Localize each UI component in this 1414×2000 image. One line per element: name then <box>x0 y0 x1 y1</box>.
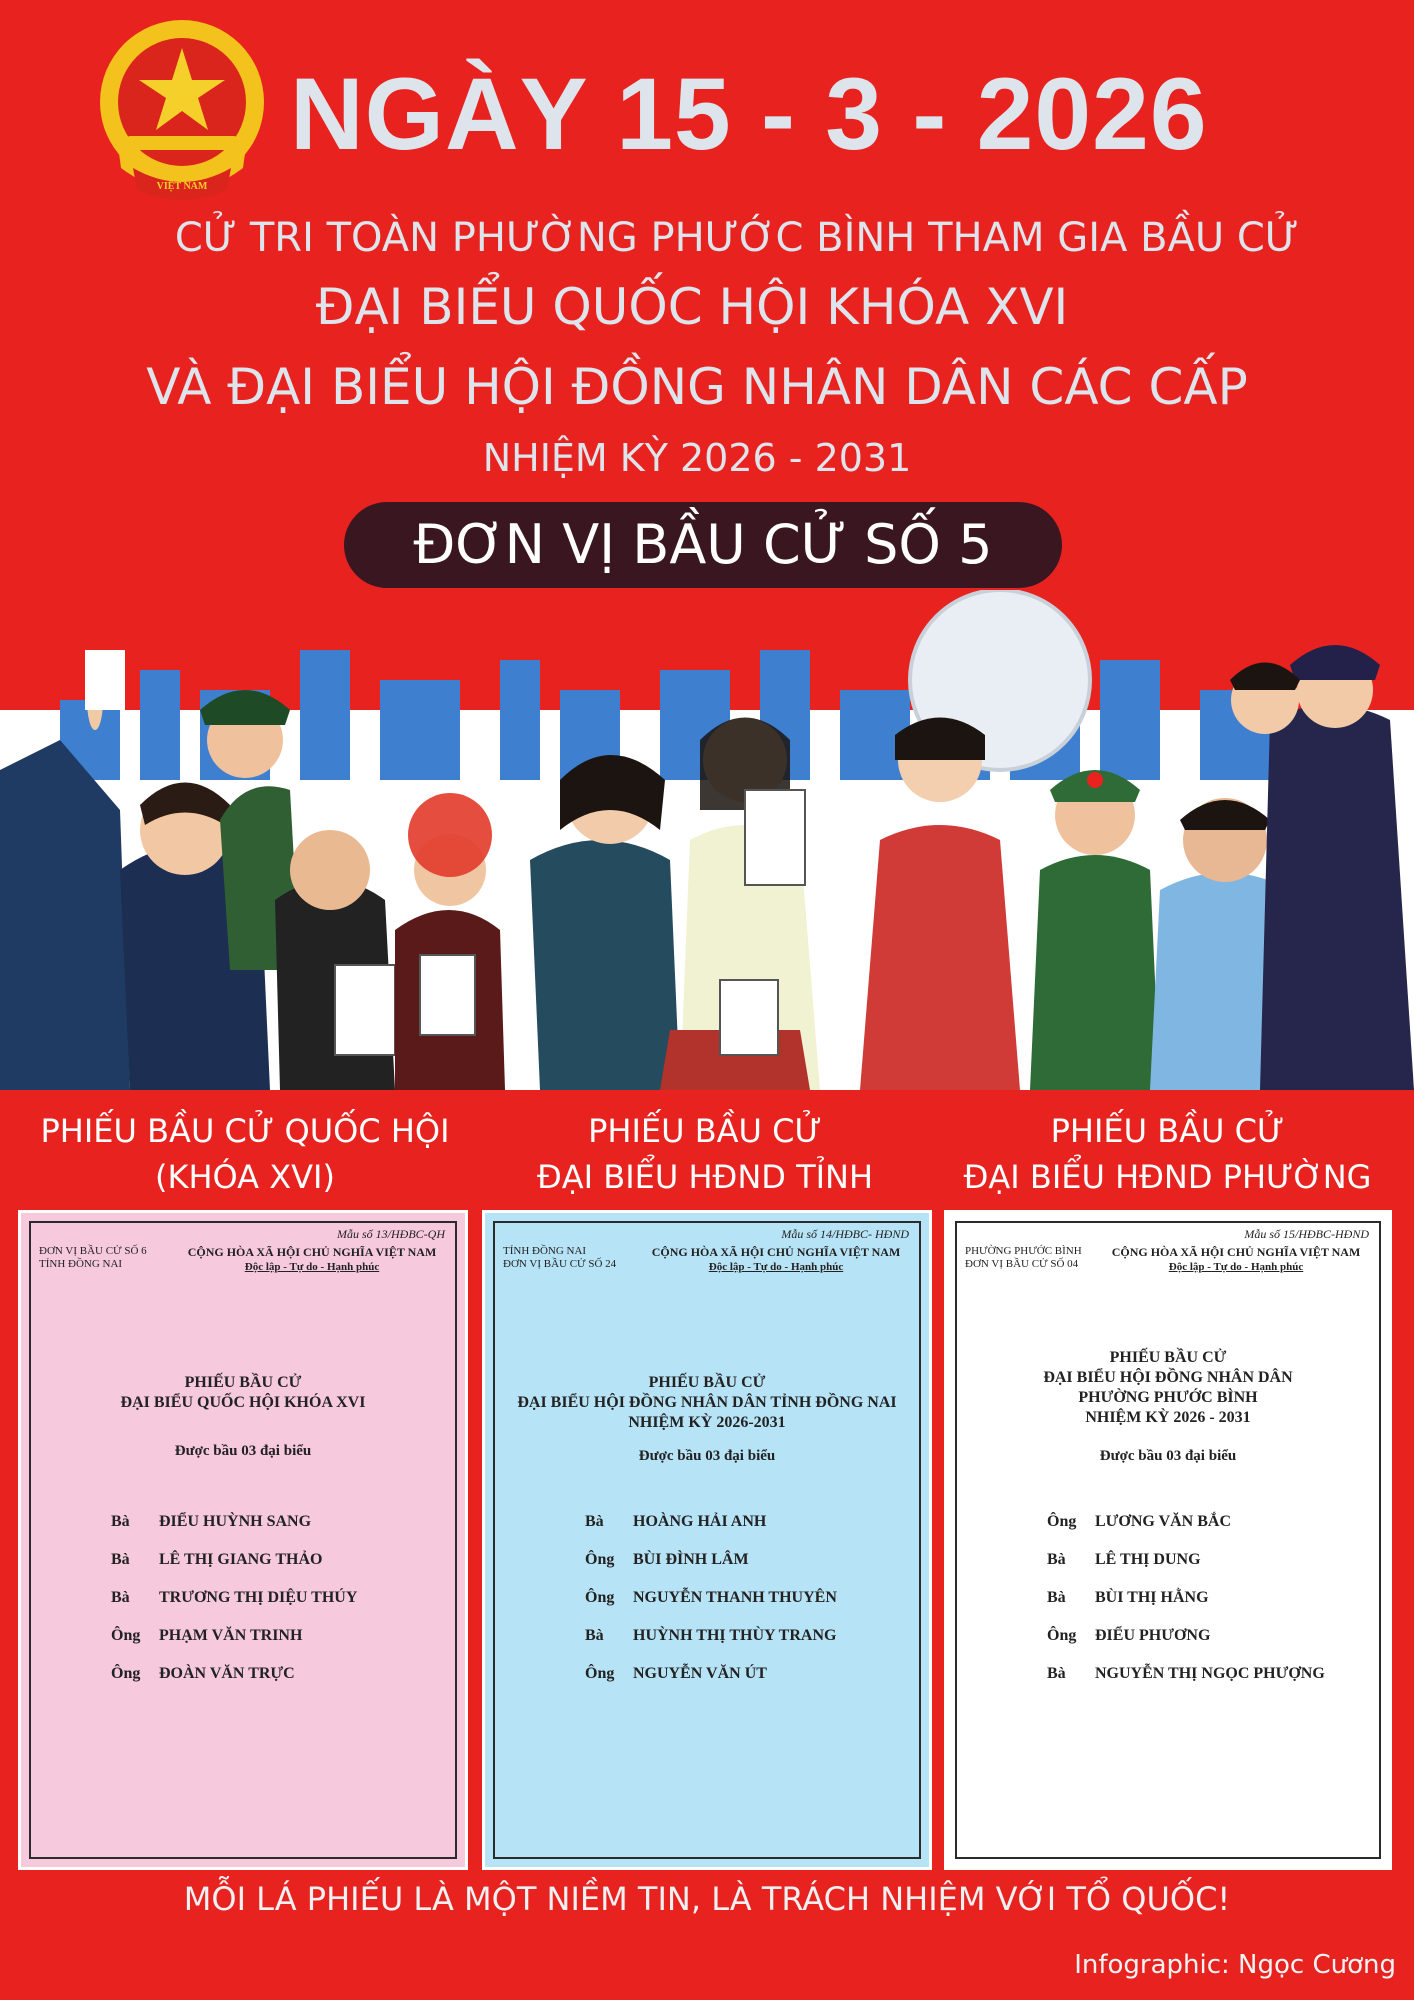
national-motto: Độc lập - Tự do - Hạnh phúc <box>1168 1261 1304 1273</box>
ballot-issuer <box>965 1245 1115 1271</box>
candidate-name: NGUYỄN THỊ NGỌC PHƯỢNG <box>1095 1665 1325 1682</box>
issuer-line-1: TỈNH ĐỒNG NAI <box>503 1245 587 1257</box>
candidate-row <box>585 1665 909 1703</box>
ballot-issuer <box>503 1245 653 1271</box>
ballot-province-council <box>482 1210 932 1870</box>
infographic-credit: Infographic: Ngọc Cương <box>1074 1950 1396 1980</box>
candidate-row <box>585 1589 909 1627</box>
candidate-row <box>111 1551 445 1589</box>
candidate-name: BÙI THỊ HẰNG <box>1095 1589 1209 1606</box>
candidate-title: Ông <box>585 1551 615 1568</box>
candidate-name: NGUYỄN VĂN ÚT <box>633 1665 767 1682</box>
candidate-title: Bà <box>111 1589 130 1606</box>
candidate-row <box>585 1551 909 1589</box>
ballot-title <box>495 1373 919 1433</box>
ballot-heading-province <box>480 1108 930 1200</box>
ballot-issuer <box>39 1245 189 1271</box>
candidate-row <box>111 1627 445 1665</box>
heading-line-2: ĐẠI BIỂU HĐND TỈNH <box>536 1158 874 1196</box>
ballot-heading-ward <box>940 1108 1395 1200</box>
candidate-title: Ông <box>1047 1627 1077 1644</box>
election-unit-badge: ĐƠN VỊ BẦU CỬ SỐ 5 <box>344 502 1062 588</box>
candidate-title: Bà <box>111 1551 130 1568</box>
candidate-row <box>111 1589 445 1627</box>
heading-line-2: (KHÓA XVI) <box>155 1158 335 1196</box>
footer-slogan: MỖI LÁ PHIẾU LÀ MỘT NIỀM TIN, LÀ TRÁCH NHIỆM VỚI TỔ QUỐC! <box>183 1880 1231 1918</box>
candidate-title: Ông <box>1047 1513 1077 1530</box>
issuer-line-2: ĐƠN VỊ BẦU CỬ SỐ 04 <box>965 1258 1079 1270</box>
form-number: Mẫu số 14/HĐBC- HĐND <box>781 1227 909 1241</box>
issuer-line-1: ĐƠN VỊ BẦU CỬ SỐ 6 <box>39 1245 147 1257</box>
candidate-name: HOÀNG HẢI ANH <box>633 1513 767 1530</box>
candidate-name: ĐIỂU PHƯƠNG <box>1095 1627 1211 1644</box>
candidate-name: LÊ THỊ GIANG THẢO <box>159 1551 323 1568</box>
form-number: Mẫu số 15/HĐBC-HĐND <box>1244 1227 1369 1241</box>
candidate-title: Ông <box>111 1627 141 1644</box>
title-line-3: PHƯỜNG PHƯỚC BÌNH <box>1078 1389 1258 1406</box>
candidate-row <box>1047 1589 1369 1627</box>
ballot-ward-council <box>944 1210 1392 1870</box>
heading-line-2: ĐẠI BIỂU HĐND PHƯỜNG <box>963 1158 1372 1196</box>
elect-count: Được bầu 03 đại biểu <box>1099 1448 1237 1464</box>
ballot-title <box>31 1373 455 1413</box>
candidate-title: Ông <box>585 1665 615 1682</box>
elect-count: Được bầu 03 đại biểu <box>174 1443 312 1459</box>
issuer-line-2: ĐƠN VỊ BẦU CỬ SỐ 24 <box>503 1258 617 1270</box>
ballot-national-assembly <box>18 1210 468 1870</box>
candidate-title: Bà <box>1047 1665 1066 1682</box>
term-line: NHIỆM KỲ 2026 - 2031 <box>482 436 912 480</box>
candidate-title: Bà <box>585 1627 604 1644</box>
candidate-title: Bà <box>1047 1551 1066 1568</box>
republic-header <box>641 1245 911 1275</box>
republic-name: CỘNG HÒA XÃ HỘI CHỦ NGHĨA VIỆT NAM <box>1111 1245 1361 1259</box>
title-line-4: NHIỆM KỲ 2026 - 2031 <box>1085 1409 1251 1426</box>
republic-header <box>177 1245 447 1275</box>
candidate-row <box>1047 1627 1369 1665</box>
date-title: NGÀY 15 - 3 - 2026 <box>290 57 1208 171</box>
subtitle-line-3: VÀ ĐẠI BIỂU HỘI ĐỒNG NHÂN DÂN CÁC CẤP <box>146 358 1248 416</box>
national-motto: Độc lập - Tự do - Hạnh phúc <box>708 1261 844 1273</box>
candidate-row <box>1047 1513 1369 1551</box>
national-emblem <box>95 18 270 206</box>
title-line-2: ĐẠI BIỂU HỘI ĐỒNG NHÂN DÂN TỈNH ĐỒNG NAI <box>517 1394 897 1411</box>
candidate-name: TRƯƠNG THỊ DIỆU THÚY <box>159 1589 358 1606</box>
candidate-name: NGUYỄN THANH THUYÊN <box>633 1589 837 1606</box>
form-number: Mẫu số 13/HĐBC-QH <box>337 1227 445 1241</box>
candidate-row <box>1047 1551 1369 1589</box>
title-line-1: PHIẾU BẦU CỬ <box>184 1374 302 1391</box>
title-line-2: ĐẠI BIỂU HỘI ĐỒNG NHÂN DÂN <box>1043 1369 1293 1386</box>
candidate-title: Bà <box>585 1513 604 1530</box>
candidate-name: ĐOÀN VĂN TRỰC <box>159 1665 295 1682</box>
voters-illustration <box>0 590 1414 1090</box>
candidate-name: BÙI ĐÌNH LÂM <box>633 1551 749 1568</box>
national-motto: Độc lập - Tự do - Hạnh phúc <box>244 1261 380 1273</box>
issuer-line-1: PHƯỜNG PHƯỚC BÌNH <box>965 1245 1082 1257</box>
candidate-title: Ông <box>585 1589 615 1606</box>
ballot-heading-national-assembly <box>20 1108 470 1200</box>
title-line-1: PHIẾU BẦU CỬ <box>1109 1349 1227 1366</box>
candidate-title: Bà <box>1047 1589 1066 1606</box>
issuer-line-2: TỈNH ĐỒNG NAI <box>39 1258 123 1270</box>
heading-line-1: PHIẾU BẦU CỬ <box>588 1112 822 1150</box>
title-line-2: ĐẠI BIỂU QUỐC HỘI KHÓA XVI <box>120 1394 366 1411</box>
candidate-list <box>1047 1513 1369 1703</box>
svg-text:VIỆT NAM: VIỆT NAM <box>156 181 208 192</box>
candidate-row <box>111 1513 445 1551</box>
candidate-name: LÊ THỊ DUNG <box>1095 1551 1201 1568</box>
candidate-list <box>585 1513 909 1703</box>
candidate-row <box>585 1627 909 1665</box>
subtitle-line-1: CỬ TRI TOÀN PHƯỜNG PHƯỚC BÌNH THAM GIA BẦU CỬ <box>174 215 1300 261</box>
candidate-row <box>1047 1665 1369 1703</box>
candidate-name: ĐIỂU HUỲNH SANG <box>159 1513 312 1530</box>
candidate-list <box>111 1513 445 1703</box>
title-line-1: PHIẾU BẦU CỬ <box>648 1374 766 1391</box>
heading-line-1: PHIẾU BẦU CỬ <box>1050 1112 1285 1150</box>
subtitle-line-2: ĐẠI BIỂU QUỐC HỘI KHÓA XVI <box>315 278 1069 336</box>
candidate-name: PHẠM VĂN TRINH <box>159 1627 303 1644</box>
title-line-3: NHIỆM KỲ 2026-2031 <box>628 1414 786 1431</box>
ballot-title <box>957 1348 1379 1428</box>
republic-name: CỘNG HÒA XÃ HỘI CHỦ NGHĨA VIỆT NAM <box>651 1245 901 1259</box>
candidate-name: HUỲNH THỊ THÙY TRANG <box>633 1627 837 1644</box>
heading-line-1: PHIẾU BẦU CỬ QUỐC HỘI <box>40 1112 450 1150</box>
elect-count: Được bầu 03 đại biểu <box>638 1448 776 1464</box>
candidate-row <box>111 1665 445 1703</box>
republic-header <box>1101 1245 1371 1275</box>
candidate-title: Ông <box>111 1665 141 1682</box>
candidate-name: LƯƠNG VĂN BẮC <box>1095 1513 1232 1530</box>
republic-name: CỘNG HÒA XÃ HỘI CHỦ NGHĨA VIỆT NAM <box>187 1245 437 1259</box>
candidate-row <box>585 1513 909 1551</box>
candidate-title: Bà <box>111 1513 130 1530</box>
